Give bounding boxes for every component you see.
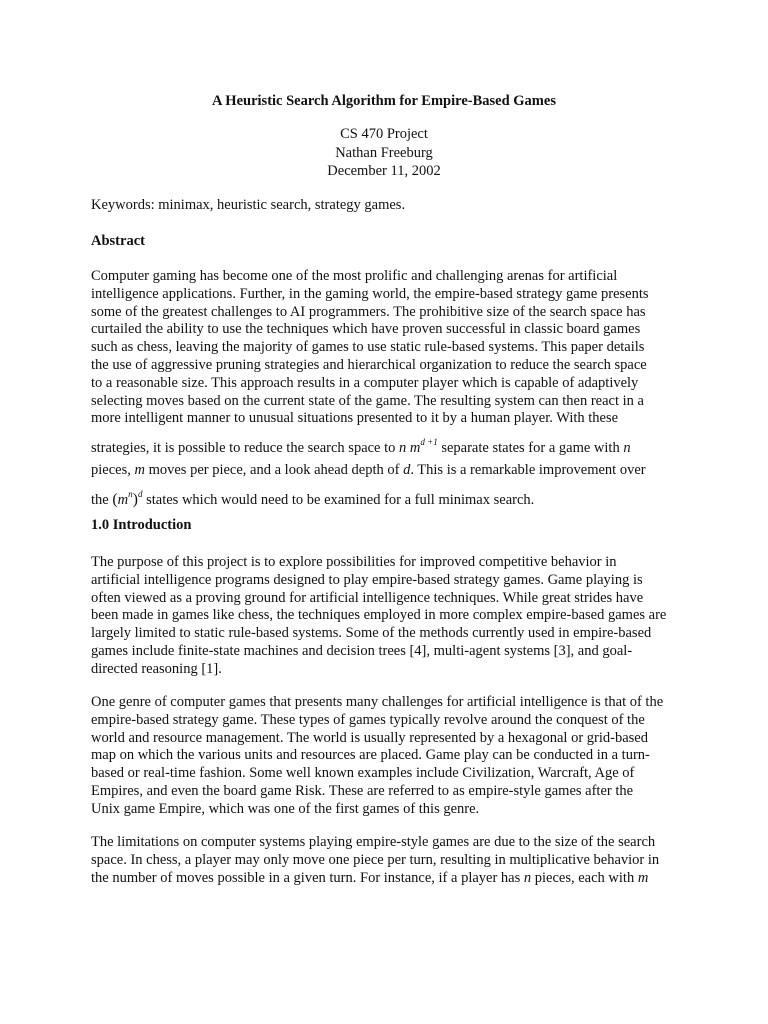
math-paren: ( bbox=[112, 490, 118, 508]
intro-line: Empires, and even the board game Risk. These are referred to as empire-style games after the bbox=[91, 782, 634, 799]
abstract-line: intelligence applications. Further, in the gaming world, the empire-based strategy game presents bbox=[91, 285, 649, 302]
math-var-m: m bbox=[134, 461, 145, 478]
intro-line: artificial intelligence programs designed to play empire-based strategy games. Game playing is bbox=[91, 571, 643, 588]
math-var-m: m bbox=[637, 869, 649, 886]
intro-paragraph-3 bbox=[91, 834, 685, 887]
math-line-text: moves per piece, and a look ahead depth of bbox=[144, 461, 404, 478]
intro-line: empire-based strategy game. These types of games typically revolve around the conquest of the bbox=[91, 711, 645, 728]
abstract-line: some of the greatest challenges to AI programmers. The prohibitive size of the search space has bbox=[91, 303, 646, 320]
math-line-text: separate states for a game with bbox=[437, 440, 624, 457]
math-line-text: the number of moves possible in a given turn. For instance, if a player has bbox=[91, 869, 524, 886]
abstract-line: more intelligent manner to unusual situations presented to it by a human player. With these bbox=[91, 410, 619, 427]
intro-line: games include finite-state machines and decision trees [4], multi-agent systems [3], and goal- bbox=[91, 642, 633, 659]
date-line: December 11, 2002 bbox=[327, 163, 441, 179]
intro-line: One genre of computer games that presents many challenges for artificial intelligence is that of the bbox=[91, 694, 664, 710]
intro-line: largely limited to static rule-based systems. Some of the methods currently used in empire-based bbox=[91, 625, 652, 642]
math-exponent: d bbox=[137, 488, 143, 499]
course-line: CS 470 Project bbox=[340, 126, 428, 142]
math-exponent: d +1 bbox=[420, 437, 438, 448]
abstract-line: to a reasonable size. This approach results in a computer player which is capable of adaptively bbox=[91, 374, 639, 391]
abstract-line: selecting moves based on the current state of the game. The resulting system can then react in a bbox=[91, 392, 644, 409]
intro-line: based or real-time fashion. Some well known examples include Civilization, Warcraft, Age of bbox=[91, 765, 635, 782]
intro-line: often viewed as a proving ground for artificial intelligence techniques. While great strides have bbox=[91, 589, 644, 606]
author-line: Nathan Freeburg bbox=[335, 145, 433, 161]
intro-line: map on which the various units and resources are placed. Game play can be conducted in a turn- bbox=[91, 747, 650, 764]
introduction-heading: 1.0 Introduction bbox=[91, 517, 192, 533]
abstract-math-line bbox=[91, 434, 685, 458]
paper-title: A Heuristic Search Algorithm for Empire-Based Games bbox=[212, 93, 556, 109]
intro-line: space. In chess, a player may only move one piece per turn, resulting in multiplicative behavior in bbox=[91, 851, 660, 868]
math-line-text: pieces, each with bbox=[531, 869, 638, 886]
abstract-line: curtailed the ability to use the techniques which have proven successful in classic board games bbox=[91, 321, 641, 338]
math-line-text: states which would need to be examined for a full minimax search. bbox=[142, 491, 535, 508]
math-var-n: n bbox=[523, 869, 532, 886]
math-exponent: n bbox=[128, 488, 133, 499]
math-var-d: d bbox=[403, 461, 411, 478]
intro-paragraph-2 bbox=[91, 694, 685, 819]
intro-line: world and resource management. The world is usually represented by a hexagonal or grid-based bbox=[91, 729, 648, 746]
math-line-text: strategies, it is possible to reduce the search space to bbox=[91, 440, 400, 457]
math-var-m: m bbox=[117, 491, 129, 508]
intro-line: Unix game Empire, which was one of the first games of this genre. bbox=[91, 800, 480, 817]
math-line-text: pieces, bbox=[91, 461, 135, 478]
abstract-line: such as chess, leaving the majority of games to use static rule-based systems. This paper details bbox=[91, 339, 645, 356]
intro-line: been made in games like chess, the techniques employed in more complex empire-based games are bbox=[91, 607, 667, 624]
math-var-n: n bbox=[399, 440, 407, 457]
intro-line: The limitations on computer systems playing empire-style games are due to the size of the search bbox=[91, 834, 656, 850]
intro-paragraph-1 bbox=[91, 554, 685, 679]
math-paren: ) bbox=[132, 490, 138, 508]
keywords-line: Keywords: minimax, heuristic search, strategy games. bbox=[91, 197, 406, 213]
abstract-heading: Abstract bbox=[91, 233, 145, 249]
intro-line: directed reasoning [1]. bbox=[91, 660, 222, 677]
abstract-paragraph bbox=[91, 268, 685, 510]
math-line-text: the bbox=[91, 491, 113, 508]
abstract-line: Computer gaming has become one of the most prolific and challenging arenas for artificial bbox=[91, 268, 618, 284]
math-var-n: n bbox=[623, 440, 631, 457]
intro-line bbox=[91, 870, 685, 888]
abstract-line: the use of aggressive pruning strategies and hierarchical organization to reduce the search space bbox=[91, 356, 647, 373]
abstract-math-line bbox=[91, 486, 685, 510]
math-line-text: . This is a remarkable improvement over bbox=[410, 461, 646, 478]
intro-line: The purpose of this project is to explore possibilities for improved competitive behavior in bbox=[91, 554, 617, 570]
math-var-m: m bbox=[409, 440, 421, 457]
abstract-math-line bbox=[91, 462, 685, 480]
